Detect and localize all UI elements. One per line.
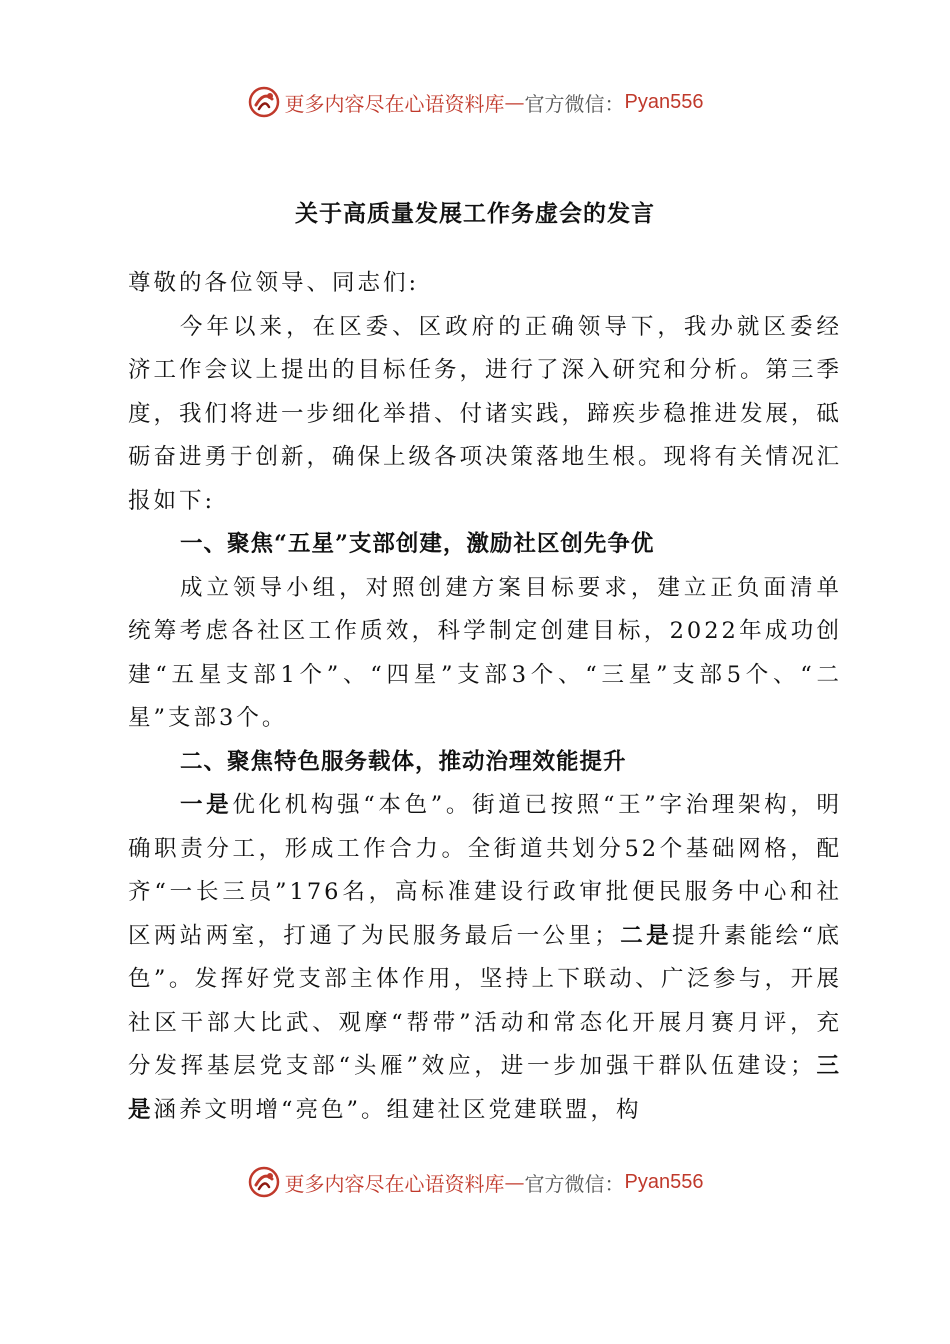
watermark-library-text: 更多内容尽在心语资料库 — [284, 1171, 505, 1196]
salutation: 尊敬的各位领导、同志们: — [128, 270, 420, 296]
header-watermark-banner — [0, 80, 950, 124]
watermark-wechat-label: 官方微信： — [524, 1171, 625, 1196]
logo-icon — [247, 85, 281, 119]
watermark-wechat-id: Pyan556 — [624, 90, 704, 113]
section-heading-1: 一、聚焦“五星”支部创建，激励社区创先争优 — [180, 531, 655, 557]
point-1-text: 优化机构强“本色”。街道已按照“王”字治理架构，明确职责分工，形成工作合力。全街道共划分52个基础网格，配齐“一长三员”176名，高标准建设行政审批便民服务中心和社区两站两室，打通了为民服务最后一公里； — [128, 792, 842, 949]
section-1-paragraph: 成立领导小组，对照创建方案目标要求，建立正负面清单统筹考虑各社区工作质效，科学制定创建目标，2022年成功创建“五星支部1个”、“四星”支部3个、“三星”支部5个、“二星”支部3个。 — [128, 574, 842, 731]
point-1-lead: 一是 — [180, 792, 233, 818]
watermark-separator: — — [504, 1170, 525, 1194]
watermark-separator: — — [504, 90, 525, 114]
document-title: 关于高质量发展工作务虚会的发言 — [295, 200, 655, 227]
point-3-text: 涵养文明增“亮色”。组建社区党建联盟，构 — [153, 1096, 642, 1123]
point-2-lead: 二是 — [619, 922, 673, 949]
point-2-text: 提升素能绘“底色”。发挥好党支部主体作用，坚持上下联动、广泛参与，开展社区干部大比武、观摩“帮带”活动和常态化开展月赛月评，充分发挥基层党支部“头雁”效应，进一步加强干群队伍建设； — [128, 922, 842, 1079]
section-heading-2: 二、聚焦特色服务载体，推动治理效能提升 — [180, 748, 627, 775]
logo-icon — [247, 1165, 281, 1199]
document-body — [128, 262, 842, 1132]
point-3-lead: 三是 — [128, 1053, 842, 1123]
watermark-wechat-id: Pyan556 — [624, 1170, 704, 1193]
intro-paragraph: 今年以来，在区委、区政府的正确领导下，我办就区委经济工作会议上提出的目标任务，进行了深入研究和分析。第三季度，我们将进一步细化举措、付诸实践，蹄疾步稳推进发展，砥砺奋进勇于创新，确保上级各项决策落地生根。现将有关情况汇报如下: — [128, 313, 843, 514]
section-2-paragraph — [128, 784, 842, 1132]
watermark-library-text: 更多内容尽在心语资料库 — [284, 91, 505, 116]
footer-watermark-banner — [0, 1160, 950, 1204]
watermark-wechat-label: 官方微信： — [524, 91, 625, 116]
